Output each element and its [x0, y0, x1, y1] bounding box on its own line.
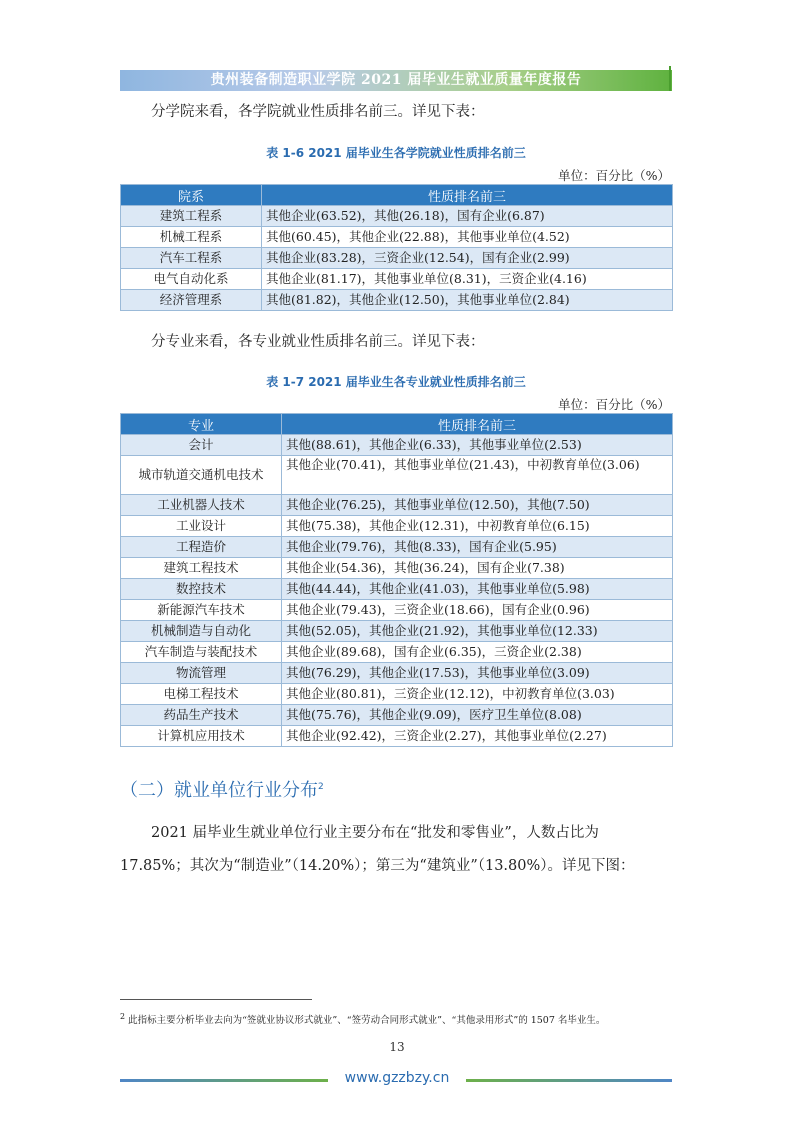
table-row: [121, 435, 673, 456]
table-row: [121, 290, 673, 311]
row-label: 经济管理系: [121, 290, 262, 311]
table2-body: [121, 435, 673, 747]
footnote-text: 此指标主要分析毕业去向为“签就业协议形式就业”、“签劳动合同形式就业”、“其他录用形式”的 1507 名毕业生。: [128, 1015, 606, 1027]
intro-paragraph-major: 分专业来看，各专业就业性质排名前三。详见下表：: [151, 334, 485, 350]
row-value: 其他(44.44)，其他企业(41.03)，其他事业单位(5.98): [282, 579, 673, 600]
table-row: [121, 684, 673, 705]
table1-caption: 表 1-6 2021 届毕业生各学院就业性质排名前三: [266, 146, 526, 160]
table1-body: [121, 206, 673, 311]
table1-header-rank: 性质排名前三: [262, 185, 673, 206]
row-value: 其他企业(83.28)，三资企业(12.54)，国有企业(2.99): [262, 248, 673, 269]
body-line-1: 2021 届毕业生就业单位行业主要分布在“批发和零售业”，人数占比为: [151, 825, 599, 841]
row-value: 其他企业(79.43)，三资企业(18.66)，国有企业(0.96): [282, 600, 673, 621]
row-label: 城市轨道交通机电技术: [121, 456, 282, 495]
row-label: 药品生产技术: [121, 705, 282, 726]
table2-caption: 表 1-7 2021 届毕业生各专业就业性质排名前三: [266, 375, 526, 389]
row-value: 其他企业(54.36)，其他(36.24)，国有企业(7.38): [282, 558, 673, 579]
row-value: 其他(75.38)，其他企业(12.31)，中初教育单位(6.15): [282, 516, 673, 537]
row-value: 其他企业(79.76)，其他(8.33)，国有企业(5.95): [282, 537, 673, 558]
row-label: 计算机应用技术: [121, 726, 282, 747]
row-label: 工业设计: [121, 516, 282, 537]
table1-unit: 单位：百分比（%）: [558, 168, 670, 183]
section-title: （二）就业单位行业分布: [120, 780, 318, 801]
row-label: 汽车制造与装配技术: [121, 642, 282, 663]
table-row: [121, 642, 673, 663]
row-label: 建筑工程技术: [121, 558, 282, 579]
row-label: 机械制造与自动化: [121, 621, 282, 642]
footnote-divider: [120, 999, 312, 1000]
row-value: 其他(88.61)，其他企业(6.33)，其他事业单位(2.53): [282, 435, 673, 456]
row-label: 机械工程系: [121, 227, 262, 248]
row-label: 新能源汽车技术: [121, 600, 282, 621]
table-row: [121, 663, 673, 684]
page-number: 13: [389, 1040, 405, 1054]
table-row: [121, 726, 673, 747]
table-row: [121, 600, 673, 621]
table-row: [121, 248, 673, 269]
row-value: 其他企业(89.68)，国有企业(6.35)，三资企业(2.38): [282, 642, 673, 663]
row-value: 其他企业(80.81)，三资企业(12.12)，中初教育单位(3.03): [282, 684, 673, 705]
table-row: [121, 705, 673, 726]
footer-url[interactable]: www.gzzbzy.cn: [344, 1070, 450, 1086]
table-row: [121, 537, 673, 558]
row-value: 其他(81.82)，其他企业(12.50)，其他事业单位(2.84): [262, 290, 673, 311]
row-label: 电气自动化系: [121, 269, 262, 290]
row-value: 其他(76.29)，其他企业(17.53)，其他事业单位(3.09): [282, 663, 673, 684]
section-footnote-ref: 2: [318, 782, 324, 792]
table-major-employment-nature: [120, 413, 673, 747]
table-row: [121, 456, 673, 495]
table-row: [121, 206, 673, 227]
table-row: [121, 269, 673, 290]
row-label: 工业机器人技术: [121, 495, 282, 516]
row-value: 其他企业(63.52)，其他(26.18)，国有企业(6.87): [262, 206, 673, 227]
row-value: 其他(60.45)，其他企业(22.88)，其他事业单位(4.52): [262, 227, 673, 248]
footer-line-right: [466, 1079, 672, 1082]
row-label: 电梯工程技术: [121, 684, 282, 705]
table-row: [121, 579, 673, 600]
table-row: [121, 227, 673, 248]
row-label: 数控技术: [121, 579, 282, 600]
row-value: 其他(52.05)，其他企业(21.92)，其他事业单位(12.33): [282, 621, 673, 642]
row-label: 建筑工程系: [121, 206, 262, 227]
table-row: [121, 558, 673, 579]
table1-header-dept: 院系: [121, 185, 262, 206]
row-label: 会计: [121, 435, 282, 456]
row-value: 其他(75.76)，其他企业(9.09)，医疗卫生单位(8.08): [282, 705, 673, 726]
footnote-mark: 2: [120, 1012, 126, 1021]
intro-paragraph-college: 分学院来看，各学院就业性质排名前三。详见下表：: [151, 104, 485, 120]
report-header-title: 贵州装备制造职业学院 2021 届毕业生就业质量年度报告: [210, 72, 582, 88]
table-row: [121, 621, 673, 642]
row-value: 其他企业(81.17)，其他事业单位(8.31)，三资企业(4.16): [262, 269, 673, 290]
footnote: [120, 1012, 605, 1026]
table-college-employment-nature: [120, 184, 673, 311]
table2-unit: 单位：百分比（%）: [558, 397, 670, 412]
section-heading: [120, 776, 324, 802]
row-value: 其他企业(92.42)，三资企业(2.27)，其他事业单位(2.27): [282, 726, 673, 747]
row-value: 其他企业(76.25)，其他事业单位(12.50)，其他(7.50): [282, 495, 673, 516]
row-label: 工程造价: [121, 537, 282, 558]
row-label: 物流管理: [121, 663, 282, 684]
row-label: 汽车工程系: [121, 248, 262, 269]
body-line-2: 17.85%；其次为“制造业”（14.20%）；第三为“建筑业”（13.80%）。详见下图：: [120, 858, 635, 874]
table-row: [121, 516, 673, 537]
table2-header-major: 专业: [121, 414, 282, 435]
footer-line-left: [120, 1079, 328, 1082]
row-value: 其他企业(70.41)，其他事业单位(21.43)，中初教育单位(3.06): [282, 456, 673, 495]
table-row: [121, 495, 673, 516]
table2-header-rank: 性质排名前三: [282, 414, 673, 435]
